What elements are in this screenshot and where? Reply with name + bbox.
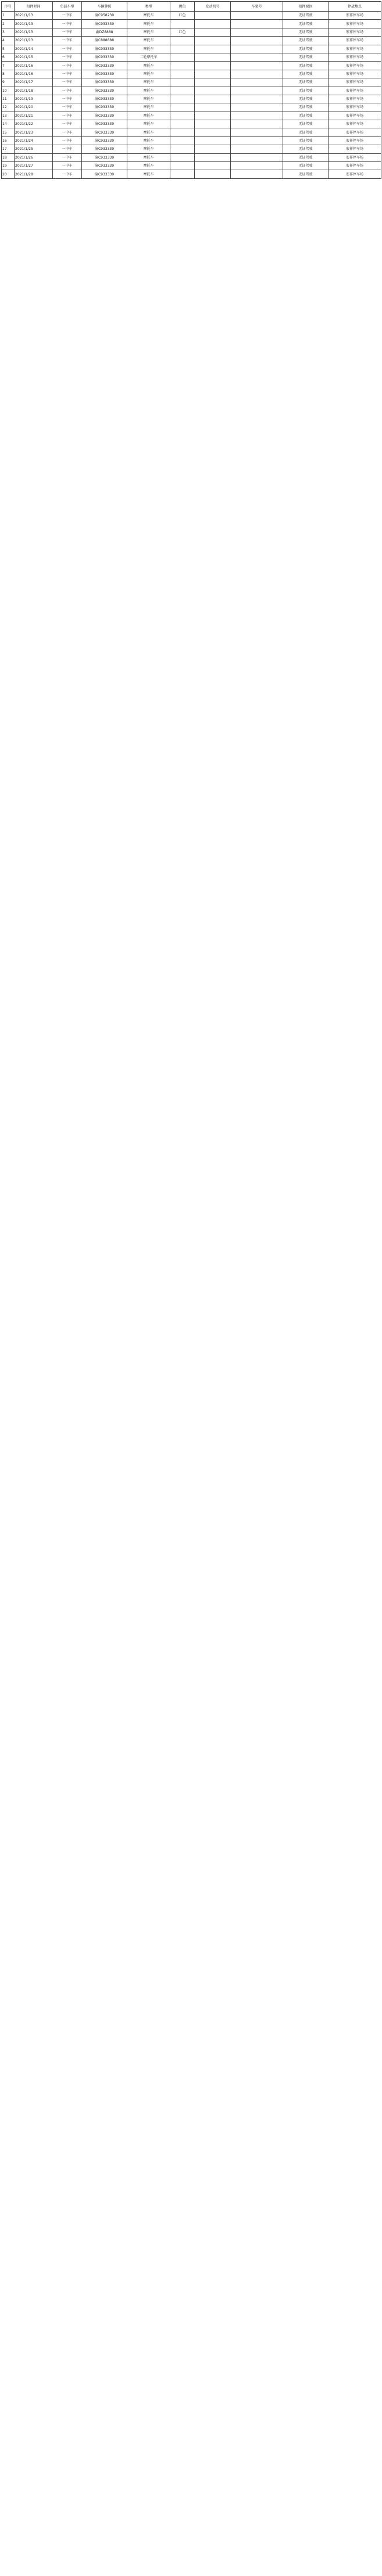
- cell-reason: 无证驾驶: [283, 53, 329, 61]
- cell-reason: 无证驾驶: [283, 136, 329, 145]
- cell-engine: [195, 53, 231, 61]
- cell-color: [170, 120, 195, 128]
- cell-index: 8: [2, 70, 15, 78]
- cell-plate: 渝C933339: [82, 70, 127, 78]
- cell-reason: 无证驾驶: [283, 153, 329, 161]
- cell-engine: [195, 87, 231, 95]
- col-header-index: 序号: [2, 2, 15, 12]
- cell-date: 2021/1/19: [15, 95, 53, 103]
- cell-engine: [195, 12, 231, 20]
- cell-index: 11: [2, 95, 15, 103]
- table-row: [2, 20, 381, 28]
- cell-reason: 无证驾驶: [283, 95, 329, 103]
- cell-type: 摩托车: [127, 78, 170, 87]
- cell-date: 2021/1/17: [15, 78, 53, 87]
- cell-color: [170, 87, 195, 95]
- cell-reason: 无证驾驶: [283, 62, 329, 70]
- cell-location: 宏祥停车场: [329, 53, 381, 61]
- cell-location: 宏祥停车场: [329, 136, 381, 145]
- cell-plate: 渝C933339: [82, 20, 127, 28]
- table-row: [2, 162, 381, 170]
- cell-index: 15: [2, 128, 15, 136]
- cell-type: 摩托车: [127, 128, 170, 136]
- table-row: [2, 12, 381, 20]
- cell-reason: 无证驾驶: [283, 87, 329, 95]
- cell-color: [170, 95, 195, 103]
- cell-date: 2021/1/13: [15, 37, 53, 45]
- cell-location: 宏祥停车场: [329, 162, 381, 170]
- cell-engine: [195, 128, 231, 136]
- cell-vehicle-class: 一中车: [53, 112, 82, 120]
- cell-plate: 渝C933339: [82, 103, 127, 112]
- cell-reason: 无证驾驶: [283, 12, 329, 20]
- cell-plate: 渝C933339: [82, 95, 127, 103]
- cell-type: 二轮摩托车: [127, 53, 170, 61]
- cell-date: 2021/1/13: [15, 20, 53, 28]
- cell-engine: [195, 136, 231, 145]
- cell-index: 1: [2, 12, 15, 20]
- cell-reason: 无证驾驶: [283, 128, 329, 136]
- cell-location: 宏祥停车场: [329, 45, 381, 53]
- cell-index: 14: [2, 120, 15, 128]
- cell-color: [170, 103, 195, 112]
- cell-type: 摩托车: [127, 162, 170, 170]
- cell-index: 3: [2, 28, 15, 36]
- cell-type: 摩托车: [127, 62, 170, 70]
- seized-vehicle-table: [1, 1, 381, 179]
- cell-plate: 渝C933339: [82, 53, 127, 61]
- cell-vehicle-class: 一中车: [53, 70, 82, 78]
- cell-date: 2021/1/26: [15, 153, 53, 161]
- cell-location: 宏祥停车场: [329, 120, 381, 128]
- cell-reason: 无证驾驶: [283, 45, 329, 53]
- cell-date: 2021/1/27: [15, 162, 53, 170]
- cell-type: 摩托车: [127, 145, 170, 153]
- cell-date: 2021/1/28: [15, 170, 53, 178]
- cell-engine: [195, 95, 231, 103]
- cell-location: 宏祥停车场: [329, 128, 381, 136]
- table-row: [2, 112, 381, 120]
- table-row: [2, 120, 381, 128]
- cell-vin: [231, 45, 283, 53]
- cell-vin: [231, 28, 283, 36]
- cell-location: 宏祥停车场: [329, 78, 381, 87]
- cell-date: 2021/1/25: [15, 145, 53, 153]
- cell-plate: 渝C933339: [82, 162, 127, 170]
- table-row: [2, 170, 381, 178]
- col-header-reason: 扣押原因: [283, 2, 329, 12]
- cell-reason: 无证驾驶: [283, 28, 329, 36]
- cell-type: 摩托车: [127, 136, 170, 145]
- cell-reason: 无证驾驶: [283, 162, 329, 170]
- cell-vehicle-class: 一中车: [53, 120, 82, 128]
- table-row: [2, 28, 381, 36]
- cell-index: 12: [2, 103, 15, 112]
- cell-index: 18: [2, 153, 15, 161]
- cell-type: 摩托车: [127, 37, 170, 45]
- cell-engine: [195, 103, 231, 112]
- cell-vin: [231, 112, 283, 120]
- cell-date: 2021/1/15: [15, 53, 53, 61]
- table-row: [2, 136, 381, 145]
- cell-reason: 无证驾驶: [283, 112, 329, 120]
- cell-color: [170, 20, 195, 28]
- table-row: [2, 62, 381, 70]
- header-row: [2, 2, 381, 12]
- cell-color: [170, 62, 195, 70]
- cell-engine: [195, 170, 231, 178]
- cell-vin: [231, 87, 283, 95]
- cell-date: 2021/1/13: [15, 28, 53, 36]
- cell-type: 摩托车: [127, 28, 170, 36]
- cell-type: 摩托车: [127, 103, 170, 112]
- cell-type: 摩托车: [127, 87, 170, 95]
- cell-reason: 无证驾驶: [283, 145, 329, 153]
- cell-reason: 无证驾驶: [283, 103, 329, 112]
- cell-vin: [231, 37, 283, 45]
- cell-vehicle-class: 一中车: [53, 87, 82, 95]
- cell-reason: 无证驾驶: [283, 78, 329, 87]
- cell-vin: [231, 12, 283, 20]
- cell-location: 宏祥停车场: [329, 37, 381, 45]
- cell-engine: [195, 120, 231, 128]
- col-header-type: 类型: [127, 2, 170, 12]
- cell-location: 宏祥停车场: [329, 28, 381, 36]
- cell-engine: [195, 28, 231, 36]
- table-row: [2, 78, 381, 87]
- cell-location: 宏祥停车场: [329, 170, 381, 178]
- cell-color: [170, 145, 195, 153]
- cell-color: [170, 153, 195, 161]
- cell-type: 摩托车: [127, 112, 170, 120]
- cell-date: 2021/1/16: [15, 62, 53, 70]
- cell-vin: [231, 103, 283, 112]
- cell-index: 20: [2, 170, 15, 178]
- cell-plate: 渝DZ8888: [82, 28, 127, 36]
- cell-vin: [231, 136, 283, 145]
- cell-engine: [195, 37, 231, 45]
- cell-index: 13: [2, 112, 15, 120]
- cell-vin: [231, 170, 283, 178]
- cell-vin: [231, 62, 283, 70]
- cell-vin: [231, 95, 283, 103]
- cell-type: 摩托车: [127, 120, 170, 128]
- cell-vehicle-class: 一中车: [53, 153, 82, 161]
- table-row: [2, 45, 381, 53]
- cell-location: 宏祥停车场: [329, 153, 381, 161]
- cell-plate: 渝C933339: [82, 128, 127, 136]
- cell-vin: [231, 53, 283, 61]
- cell-engine: [195, 20, 231, 28]
- cell-index: 7: [2, 62, 15, 70]
- cell-plate: 渝C933339: [82, 78, 127, 87]
- cell-index: 2: [2, 20, 15, 28]
- cell-plate: 渝C933339: [82, 170, 127, 178]
- cell-vehicle-class: 一中车: [53, 136, 82, 145]
- col-header-engine: 发动机号: [195, 2, 231, 12]
- cell-index: 16: [2, 136, 15, 145]
- cell-index: 4: [2, 37, 15, 45]
- cell-engine: [195, 153, 231, 161]
- cell-date: 2021/1/14: [15, 45, 53, 53]
- cell-vin: [231, 78, 283, 87]
- cell-type: 摩托车: [127, 20, 170, 28]
- cell-plate: 渝C933339: [82, 120, 127, 128]
- cell-location: 宏祥停车场: [329, 112, 381, 120]
- cell-location: 宏祥停车场: [329, 62, 381, 70]
- cell-engine: [195, 162, 231, 170]
- cell-vehicle-class: 一中车: [53, 62, 82, 70]
- col-header-plate: 车辆牌照: [82, 2, 127, 12]
- cell-index: 19: [2, 162, 15, 170]
- cell-vehicle-class: 一中车: [53, 78, 82, 87]
- cell-vehicle-class: 一中车: [53, 145, 82, 153]
- cell-vehicle-class: 一中车: [53, 20, 82, 28]
- cell-date: 2021/1/18: [15, 87, 53, 95]
- cell-vehicle-class: 一中车: [53, 28, 82, 36]
- cell-index: 17: [2, 145, 15, 153]
- cell-plate: 渝C958239: [82, 12, 127, 20]
- cell-engine: [195, 70, 231, 78]
- table-row: [2, 70, 381, 78]
- cell-color: [170, 53, 195, 61]
- col-header-vehicle-class: 负载车型: [53, 2, 82, 12]
- cell-location: 宏祥停车场: [329, 20, 381, 28]
- table-body: [2, 12, 381, 179]
- col-header-location: 停放地点: [329, 2, 381, 12]
- cell-location: 宏祥停车场: [329, 87, 381, 95]
- cell-location: 宏祥停车场: [329, 12, 381, 20]
- cell-type: 摩托车: [127, 170, 170, 178]
- col-header-color: 颜色: [170, 2, 195, 12]
- cell-date: 2021/1/22: [15, 120, 53, 128]
- cell-vin: [231, 20, 283, 28]
- cell-color: [170, 70, 195, 78]
- table-row: [2, 95, 381, 103]
- table-row: [2, 145, 381, 153]
- cell-color: [170, 37, 195, 45]
- cell-type: 摩托车: [127, 153, 170, 161]
- cell-color: [170, 162, 195, 170]
- cell-vin: [231, 70, 283, 78]
- cell-vehicle-class: 一中车: [53, 53, 82, 61]
- cell-plate: 渝C933339: [82, 136, 127, 145]
- cell-plate: 渝C933339: [82, 145, 127, 153]
- cell-engine: [195, 78, 231, 87]
- cell-plate: 渝C933339: [82, 87, 127, 95]
- cell-vehicle-class: 一中车: [53, 103, 82, 112]
- table-row: [2, 128, 381, 136]
- cell-engine: [195, 45, 231, 53]
- cell-index: 6: [2, 53, 15, 61]
- cell-index: 5: [2, 45, 15, 53]
- cell-vehicle-class: 一中车: [53, 45, 82, 53]
- cell-vehicle-class: 一中车: [53, 170, 82, 178]
- cell-engine: [195, 145, 231, 153]
- cell-plate: 渝C888888: [82, 37, 127, 45]
- cell-index: 9: [2, 78, 15, 87]
- col-header-vin: 车架号: [231, 2, 283, 12]
- cell-plate: 渝C933339: [82, 112, 127, 120]
- cell-color: [170, 128, 195, 136]
- cell-reason: 无证驾驶: [283, 70, 329, 78]
- cell-engine: [195, 62, 231, 70]
- cell-color: 红色: [170, 12, 195, 20]
- cell-vehicle-class: 一中车: [53, 37, 82, 45]
- cell-plate: 渝C933339: [82, 45, 127, 53]
- cell-color: [170, 45, 195, 53]
- cell-vin: [231, 153, 283, 161]
- cell-vin: [231, 145, 283, 153]
- cell-reason: 无证驾驶: [283, 20, 329, 28]
- cell-location: 宏祥停车场: [329, 95, 381, 103]
- cell-reason: 无证驾驶: [283, 37, 329, 45]
- cell-reason: 无证驾驶: [283, 120, 329, 128]
- table-row: [2, 37, 381, 45]
- cell-date: 2021/1/24: [15, 136, 53, 145]
- cell-date: 2021/1/16: [15, 70, 53, 78]
- cell-date: 2021/1/23: [15, 128, 53, 136]
- cell-type: 摩托车: [127, 45, 170, 53]
- cell-type: 摩托车: [127, 95, 170, 103]
- cell-index: 10: [2, 87, 15, 95]
- cell-location: 宏祥停车场: [329, 103, 381, 112]
- cell-vehicle-class: 一中车: [53, 95, 82, 103]
- cell-type: 摩托车: [127, 12, 170, 20]
- cell-color: 红色: [170, 28, 195, 36]
- table-row: [2, 53, 381, 61]
- table-row: [2, 87, 381, 95]
- table-row: [2, 153, 381, 161]
- table-row: [2, 103, 381, 112]
- cell-vehicle-class: 一中车: [53, 162, 82, 170]
- cell-vehicle-class: 一中车: [53, 12, 82, 20]
- cell-vin: [231, 120, 283, 128]
- cell-reason: 无证驾驶: [283, 170, 329, 178]
- col-header-date: 扣押时间: [15, 2, 53, 12]
- cell-plate: 渝C933339: [82, 153, 127, 161]
- cell-engine: [195, 112, 231, 120]
- cell-plate: 渝C933339: [82, 62, 127, 70]
- cell-date: 2021/1/20: [15, 103, 53, 112]
- cell-color: [170, 136, 195, 145]
- cell-color: [170, 112, 195, 120]
- cell-vin: [231, 162, 283, 170]
- cell-location: 宏祥停车场: [329, 70, 381, 78]
- cell-date: 2021/1/13: [15, 12, 53, 20]
- cell-vin: [231, 128, 283, 136]
- cell-date: 2021/1/21: [15, 112, 53, 120]
- cell-color: [170, 170, 195, 178]
- cell-vehicle-class: 一中车: [53, 128, 82, 136]
- cell-color: [170, 78, 195, 87]
- cell-type: 摩托车: [127, 70, 170, 78]
- cell-location: 宏祥停车场: [329, 145, 381, 153]
